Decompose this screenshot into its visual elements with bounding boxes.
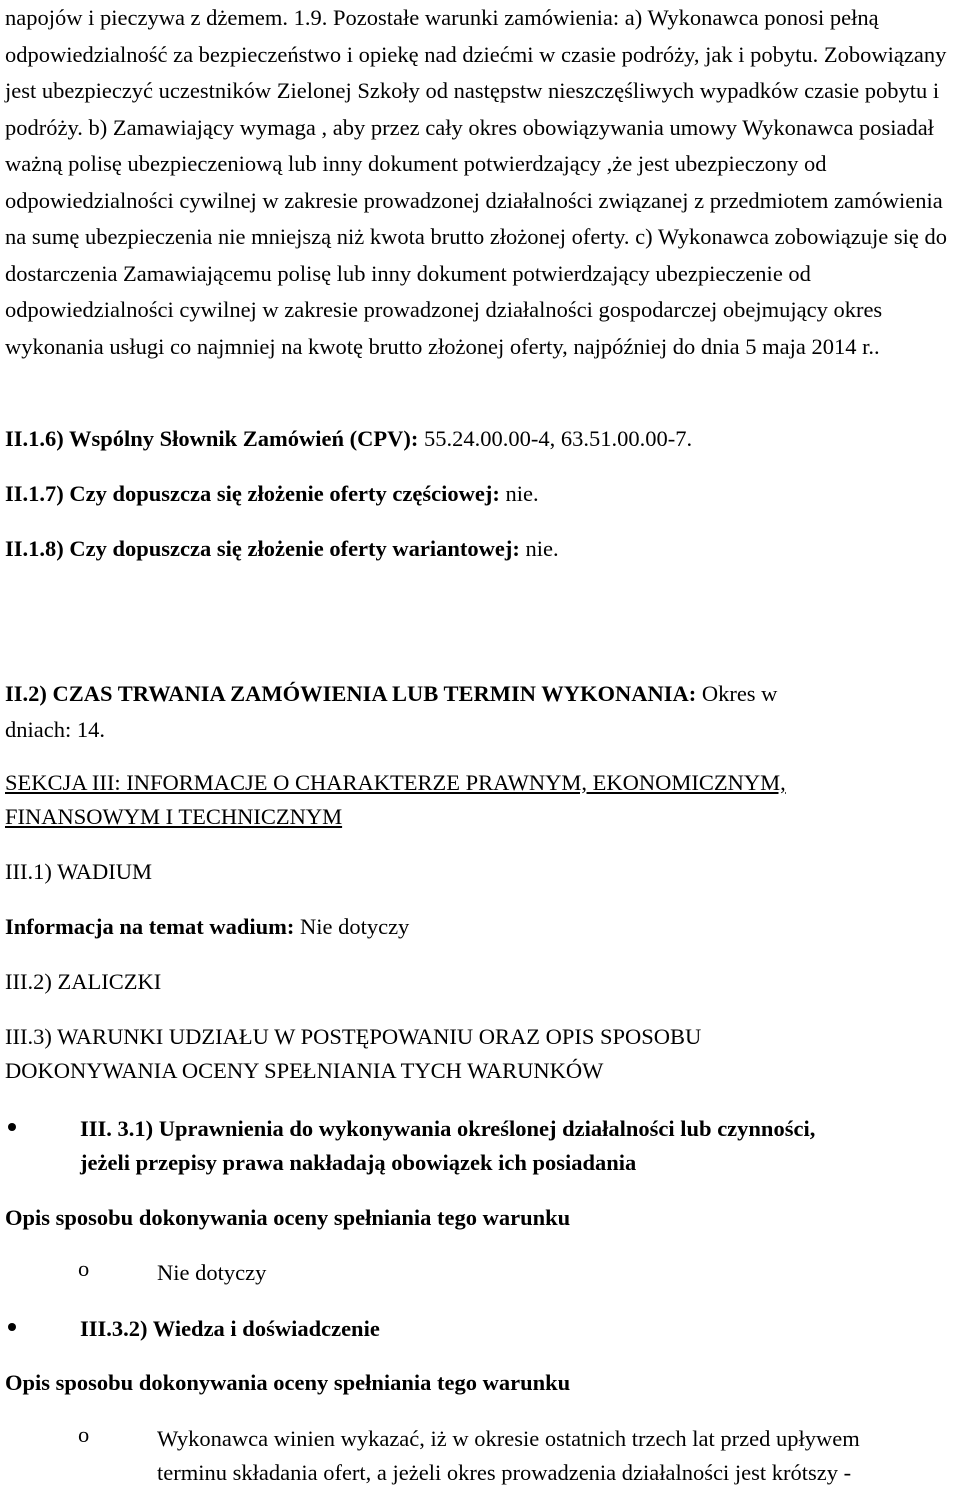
cpv-value: 55.24.00.00-4, 63.51.00.00-7. — [418, 426, 693, 451]
partial-offer-value: nie. — [499, 481, 539, 506]
partial-offer-label: II.1.7) Czy dopuszcza się złożenie oferty częściowej: — [5, 481, 500, 506]
intro-block — [5, 0, 955, 365]
bullet-icon — [8, 1323, 16, 1331]
circle-bullet-icon: o — [78, 1256, 90, 1281]
sub-item-3-2 — [5, 1422, 955, 1490]
wadium-heading: III.1) WADIUM — [5, 859, 153, 884]
bullet-icon — [8, 1123, 16, 1131]
warunki-heading-2: DOKONYWANIA OCENY SPEŁNIANIA TYCH WARUNKÓW — [5, 1058, 604, 1083]
section3-heading: SEKCJA III: INFORMACJE O CHARAKTERZE PRAWNYM, EKONOMICZNYM, — [5, 770, 786, 795]
wadium-value: Nie dotyczy — [294, 914, 410, 939]
item-3-1-title-line-2: jeżeli przepisy prawa nakładają obowiązek ich posiadania — [80, 1150, 637, 1175]
item-3-2-sub-line-2: terminu składania ofert, a jeżeli okres prowadzenia działalności jest krótszy - — [157, 1460, 852, 1485]
cpv-line — [5, 424, 692, 454]
duration-label: II.2) CZAS TRWANIA ZAMÓWIENIA LUB TERMIN WYKONANIA: — [5, 681, 697, 706]
item-3-2-desc-label: Opis sposobu dokonywania oceny spełniania tego warunku — [5, 1370, 571, 1395]
variant-offer-line — [5, 534, 559, 564]
list-item-3-1 — [5, 1112, 955, 1182]
item-3-1-title-line-1: III. 3.1) Uprawnienia do wykonywania określonej działalności lub czynności, — [80, 1116, 816, 1141]
cpv-label: II.1.6) Wspólny Słownik Zamówień (CPV): — [5, 426, 419, 451]
partial-offer-line — [5, 479, 539, 509]
item-3-1-title — [80, 1112, 950, 1180]
variant-offer-value: nie. — [519, 536, 559, 561]
intro-paragraph: napojów i pieczywa z dżemem. 1.9. Pozostałe warunki zamówienia: a) Wykonawca ponosi pełną odpowiedzialność za bezpieczeństwo i opiekę nad dziećmi w czasie podróży, jak i pobytu. Zobowiązany jest ubezpieczyć uczestników Zielonej Szkoły od następstw nieszczęśliwych wypadków czasie pobytu i podróży. b) Zamawiający wymaga , aby przez cały okres obowiązywania umowy Wykonawca posiadał ważną polisę ubezpieczeniową lub inny dokument potwierdzający ,że jest ubezpieczony od odpowiedzialności cywilnej w zakresie prowadzonej działalności związanej z przedmiotem zamówienia na sumę ubezpieczenia nie mniejszą niż kwota brutto złożonej oferty. c) Wykonawca zobowiązuje się do dostarczenia Zamawiającemu polisę lub inny dokument potwierdzający ubezpieczenie od odpowiedzialności cywilnej w zakresie prowadzonej działalności gospodarczej obejmujący okres wykonania usługi co najmniej na kwotę brutto złożonej oferty, najpóźniej do dnia 5 maja 2014 r.. — [5, 5, 948, 359]
sub-item-3-1 — [5, 1256, 955, 1290]
duration-line — [5, 679, 777, 709]
item-3-2-sub-line-1: Wykonawca winien wykazać, iż w okresie ostatnich trzech lat przed upływem — [157, 1426, 860, 1451]
section3-heading-2: FINANSOWYM I TECHNICZNYM — [5, 804, 343, 829]
list-item-3-2 — [5, 1312, 955, 1346]
wadium-line — [5, 912, 409, 942]
zaliczki-heading: III.2) ZALICZKI — [5, 969, 162, 994]
item-3-2-title: III.3.2) Wiedza i doświadczenie — [80, 1316, 380, 1341]
duration-value: Okres w — [696, 681, 778, 706]
warunki-heading: III.3) WARUNKI UDZIAŁU W POSTĘPOWANIU ORAZ OPIS SPOSOBU — [5, 1024, 702, 1049]
duration-line-2: dniach: 14. — [5, 717, 105, 742]
item-3-1-sub-text: Nie dotyczy — [157, 1260, 267, 1285]
circle-bullet-icon: o — [78, 1422, 90, 1447]
variant-offer-label: II.1.8) Czy dopuszcza się złożenie oferty wariantowej: — [5, 536, 520, 561]
wadium-label: Informacja na temat wadium: — [5, 914, 295, 939]
item-3-2-sub-text — [157, 1422, 957, 1490]
item-3-1-desc-label: Opis sposobu dokonywania oceny spełniania tego warunku — [5, 1205, 571, 1230]
